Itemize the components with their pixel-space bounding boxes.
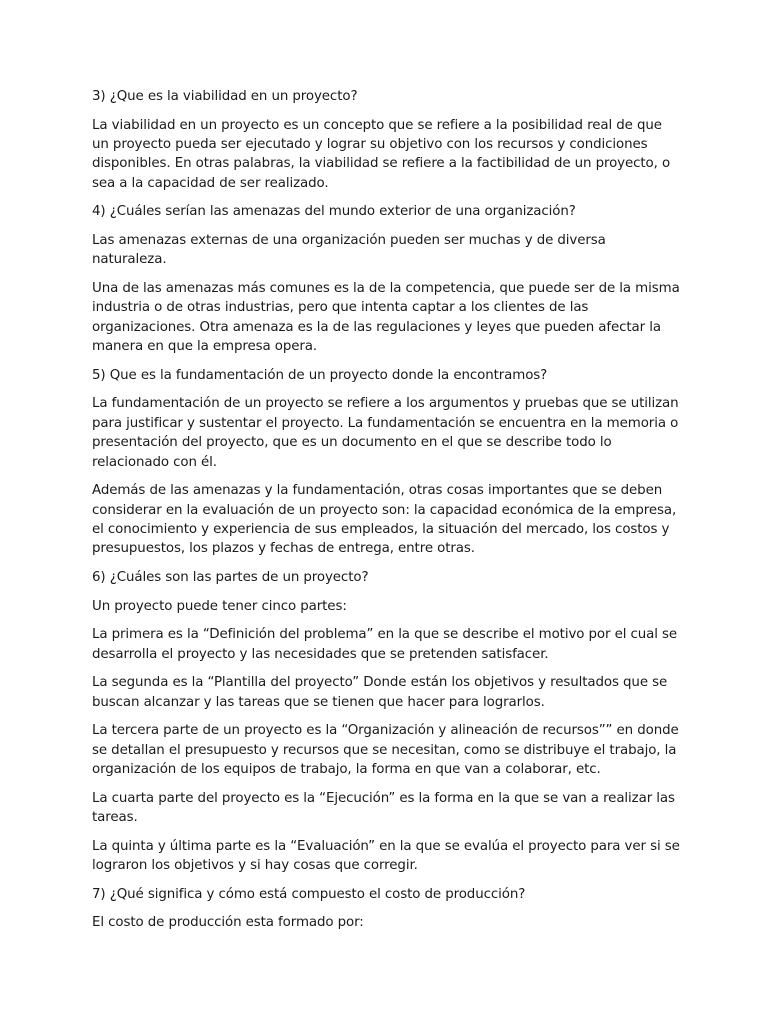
- answer-4-paragraph-1: Las amenazas externas de una organización pueden ser muchas y de diversa naturaleza.: [92, 233, 606, 268]
- question-7-heading: 7) ¿Qué significa y cómo está compuesto el costo de producción?: [92, 886, 526, 902]
- answer-6-part-4: La cuarta parte del proyecto es la “Ejecución” es la forma en la que se van a realizar las tareas.: [92, 790, 675, 826]
- question-3-heading: 3) ¿Que es la viabilidad en un proyecto?: [92, 89, 358, 104]
- answer-3-paragraph: La viabilidad en un proyecto es un concepto que se refiere a la posibilidad real de que un proyecto pueda ser ejecutado y lograr su objetivo con los recursos y condiciones disponibles. En otras palabras, la viabilidad se refiere a la factibilidad de un proyecto, o sea a la capacidad de ser realizado.: [92, 117, 671, 191]
- answer-6-part-1: La primera es la “Definición del problema” en la que se describe el motivo por el cual se desarrolla el proyecto y las necesidades que se pretenden satisfacer.: [92, 627, 678, 662]
- answer-6-part-3: La tercera parte de un proyecto es la “Organización y alineación de recursos”” en donde se detallan el presupuesto y recursos que se necesitan, como se distribuye el trabajo, la organización de los equipos de trabajo, la forma en que van a colaborar, etc.: [92, 723, 679, 778]
- answer-6-part-2: La segunda es la “Plantilla del proyecto” Donde están los objetivos y resultados que se buscan alcanzar y las tareas que se tienen que hacer para lograrlos.: [92, 675, 668, 710]
- answer-5-paragraph-1: La fundamentación de un proyecto se refiere a los argumentos y pruebas que se utilizan para justificar y sustentar el proyecto. La fundamentación se encuentra en la memoria o presentación del proyecto, que es un documento en el que se describe todo lo relacionado con él.: [92, 396, 679, 470]
- document-page: [92, 87, 682, 942]
- answer-4-paragraph-2: Una de las amenazas más comunes es la de la competencia, que puede ser de la misma industria o de otras industrias, pero que intenta captar a los clientes de las organizaciones. Otra amenaza es la de las regulaciones y leyes que pueden afectar la manera en que la empresa opera.: [92, 281, 680, 355]
- question-6-heading: 6) ¿Cuáles son las partes de un proyecto?: [92, 570, 369, 586]
- answer-6-intro: Un proyecto puede tener cinco partes:: [92, 598, 347, 614]
- answer-7-intro: El costo de producción esta formado por:: [92, 915, 364, 931]
- answer-6-part-5: La quinta y última parte es la “Evaluación” en la que se evalúa el proyecto para ver si se lograron los objetivos y si hay cosas que corregir.: [92, 838, 680, 874]
- question-5-heading: 5) Que es la fundamentación de un proyecto donde la encontramos?: [92, 367, 548, 383]
- answer-5-paragraph-2: Además de las amenazas y la fundamentación, otras cosas importantes que se deben considerar en la evaluación de un proyecto son: la capacidad económica de la empresa, el conocimiento y experiencia de sus empleados, la situación del mercado, los costos y presupuestos, los plazos y fechas de entrega, entre otras.: [92, 483, 677, 557]
- question-4-heading: 4) ¿Cuáles serían las amenazas del mundo exterior de una organización?: [92, 204, 576, 220]
